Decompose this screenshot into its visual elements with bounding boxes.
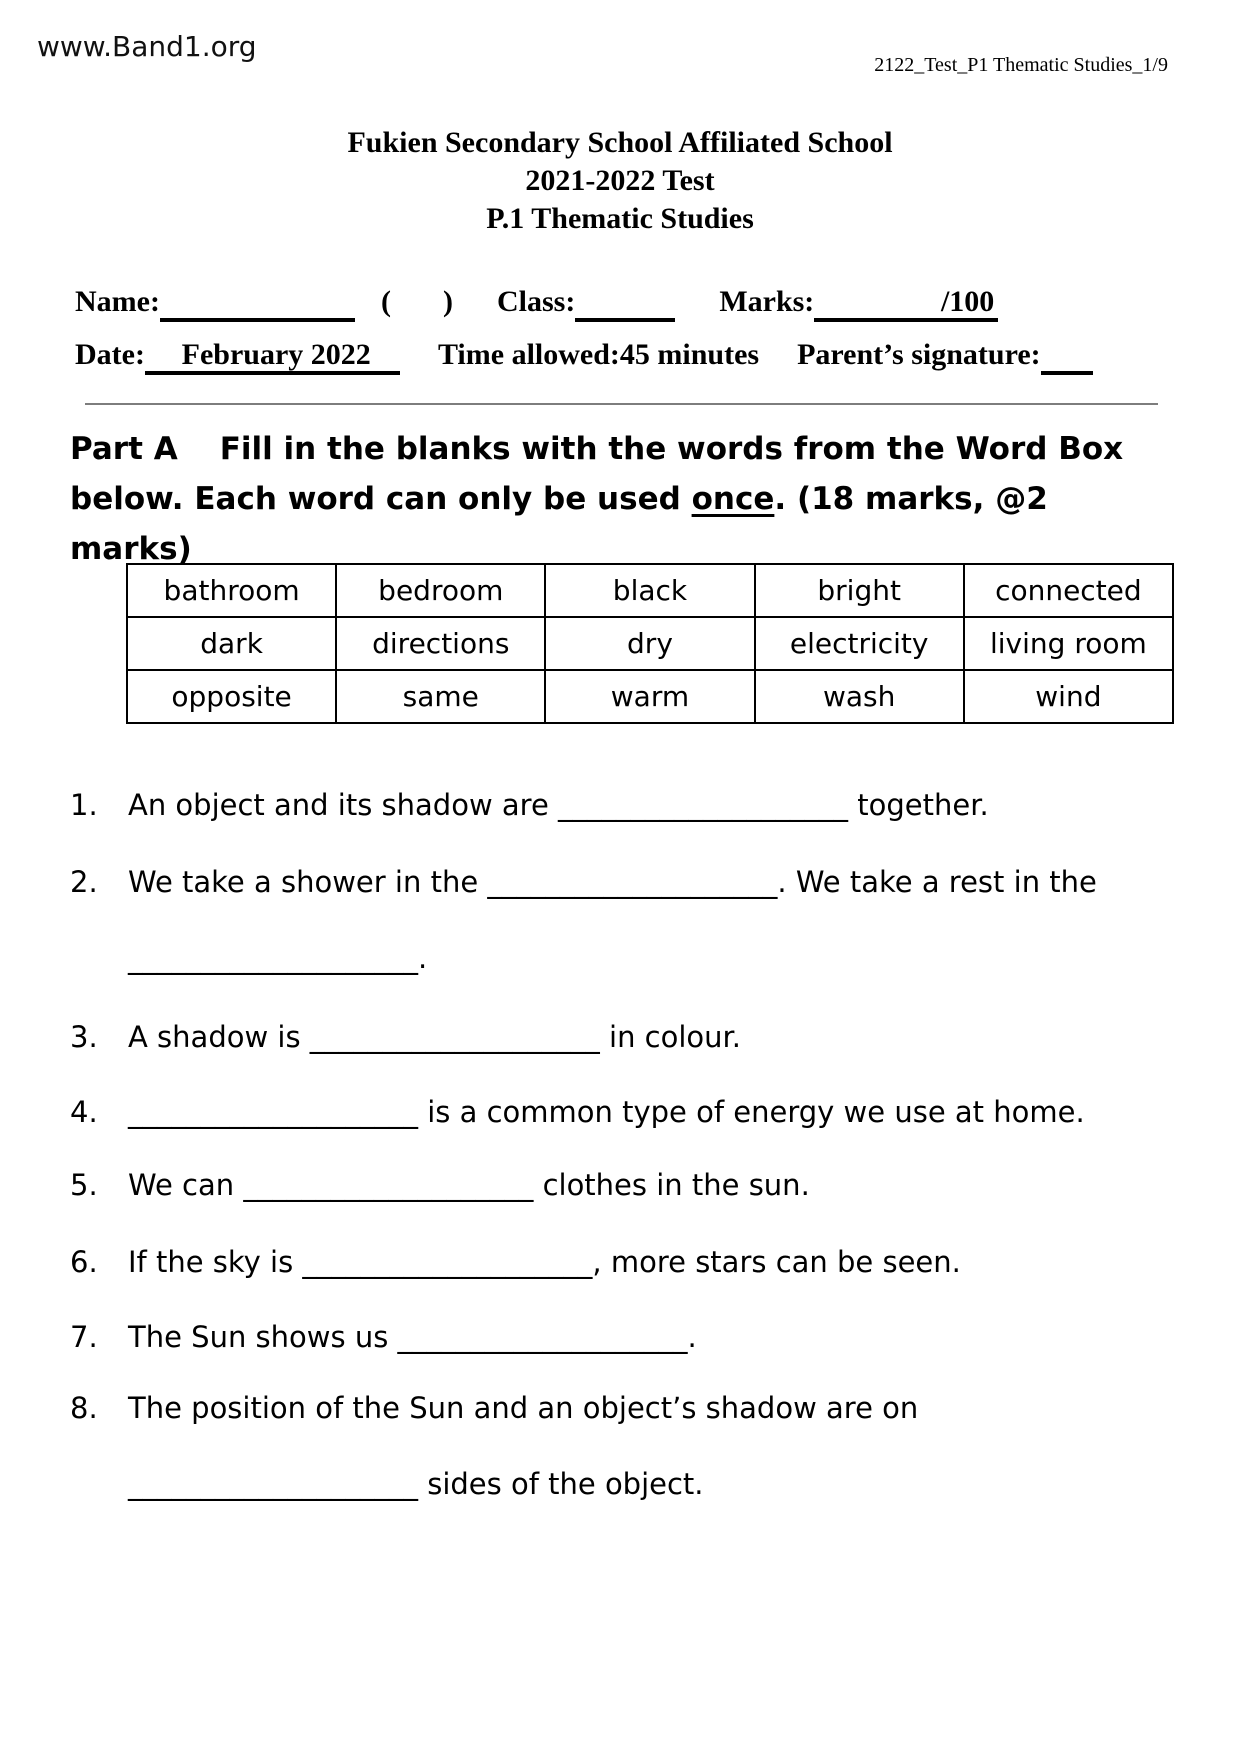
word-box-cell: opposite	[127, 670, 336, 723]
part-a-line1	[70, 424, 1180, 474]
marks-total: /100	[940, 285, 995, 318]
part-a-instruction-start: Fill in the blanks with the words from the Word Box	[219, 431, 1124, 467]
question-2	[70, 864, 1200, 976]
marks-blank	[814, 286, 998, 322]
question-number: 3.	[70, 1020, 98, 1054]
word-box-cell: directions	[336, 617, 545, 670]
question-6	[70, 1244, 1200, 1280]
website-watermark: www.Band1.org	[37, 30, 257, 63]
title-block	[0, 124, 1240, 238]
question-number: 1.	[70, 788, 98, 822]
name-label: Name:	[75, 285, 160, 318]
section-divider	[85, 403, 1158, 405]
part-a-label: Part A	[70, 431, 178, 467]
class-label: Class:	[496, 285, 576, 318]
question-number: 2.	[70, 865, 98, 899]
exam-name: 2021-2022 Test	[525, 164, 715, 197]
question-text	[128, 864, 1200, 976]
question-8	[70, 1390, 1200, 1502]
word-box-cell: dark	[127, 617, 336, 670]
word-box-row	[127, 670, 1173, 723]
word-box-cell: bright	[755, 564, 964, 617]
word-box-cell: bedroom	[336, 564, 545, 617]
date-blank	[145, 339, 400, 375]
question-text-line2: ____________________ sides of the object.	[128, 1467, 704, 1501]
word-box-cell: wash	[755, 670, 964, 723]
part-a-instruction-middle: below. Each word can only be used	[70, 481, 692, 517]
question-text: A shadow is ____________________ in colour.	[128, 1020, 742, 1054]
question-text-line1: We take a shower in the ____________________. We take a rest in the	[128, 865, 1097, 899]
word-box-cell: bathroom	[127, 564, 336, 617]
part-a-instruction-end: . (18 marks, @2 marks)	[70, 481, 1048, 567]
info-row-name-class-marks	[75, 285, 1180, 322]
word-box-cell: dry	[545, 617, 754, 670]
question-number: 7.	[70, 1320, 98, 1354]
question-text: The Sun shows us ____________________.	[128, 1320, 697, 1354]
word-box-cell: wind	[964, 670, 1173, 723]
signature-label: Parent’s signature:	[797, 338, 1041, 371]
date-label: Date:	[75, 338, 145, 371]
word-box-row	[127, 617, 1173, 670]
question-text: ____________________ is a common type of energy we use at home.	[128, 1095, 1085, 1129]
word-box-cell: electricity	[755, 617, 964, 670]
word-box-cell: connected	[964, 564, 1173, 617]
question-text-line1: The position of the Sun and an object’s shadow are on	[128, 1391, 919, 1425]
class-number-bracket-open: (	[380, 285, 391, 318]
word-box-cell: living room	[964, 617, 1173, 670]
question-number: 8.	[70, 1391, 98, 1425]
question-number: 5.	[70, 1168, 98, 1202]
question-text-line2: ____________________.	[128, 941, 428, 975]
signature-blank	[1041, 339, 1093, 375]
date-value: February 2022	[181, 338, 371, 371]
time-allowed-label: Time allowed:45 minutes	[437, 338, 760, 371]
once-underlined-word: once	[691, 481, 775, 517]
word-box-row	[127, 564, 1173, 617]
question-number: 6.	[70, 1245, 98, 1279]
school-name: Fukien Secondary School Affiliated School	[347, 126, 893, 159]
question-text: If the sky is ____________________, more stars can be seen.	[128, 1245, 961, 1279]
question-7	[70, 1319, 1200, 1355]
info-row-date-time-signature	[75, 338, 1180, 375]
class-blank	[575, 286, 675, 322]
paper-name: P.1 Thematic Studies	[486, 202, 754, 235]
document-code: 2122_Test_P1 Thematic Studies_1/9	[874, 54, 1168, 76]
part-a-line2	[70, 474, 1180, 574]
question-5	[70, 1167, 1200, 1203]
part-a-instructions	[70, 424, 1180, 574]
question-4	[70, 1094, 1200, 1130]
question-number: 4.	[70, 1095, 98, 1129]
question-text: An object and its shadow are ____________________ together.	[128, 788, 989, 822]
question-3	[70, 1019, 1200, 1055]
class-number-bracket-close: )	[442, 285, 453, 318]
question-text: We can ____________________ clothes in the sun.	[128, 1168, 810, 1202]
word-box-cell: warm	[545, 670, 754, 723]
word-box-cell: same	[336, 670, 545, 723]
word-box-table	[126, 563, 1174, 724]
question-1	[70, 787, 1200, 823]
word-box-cell: black	[545, 564, 754, 617]
marks-label: Marks:	[719, 285, 815, 318]
name-blank	[160, 286, 355, 322]
question-text	[128, 1390, 1200, 1502]
